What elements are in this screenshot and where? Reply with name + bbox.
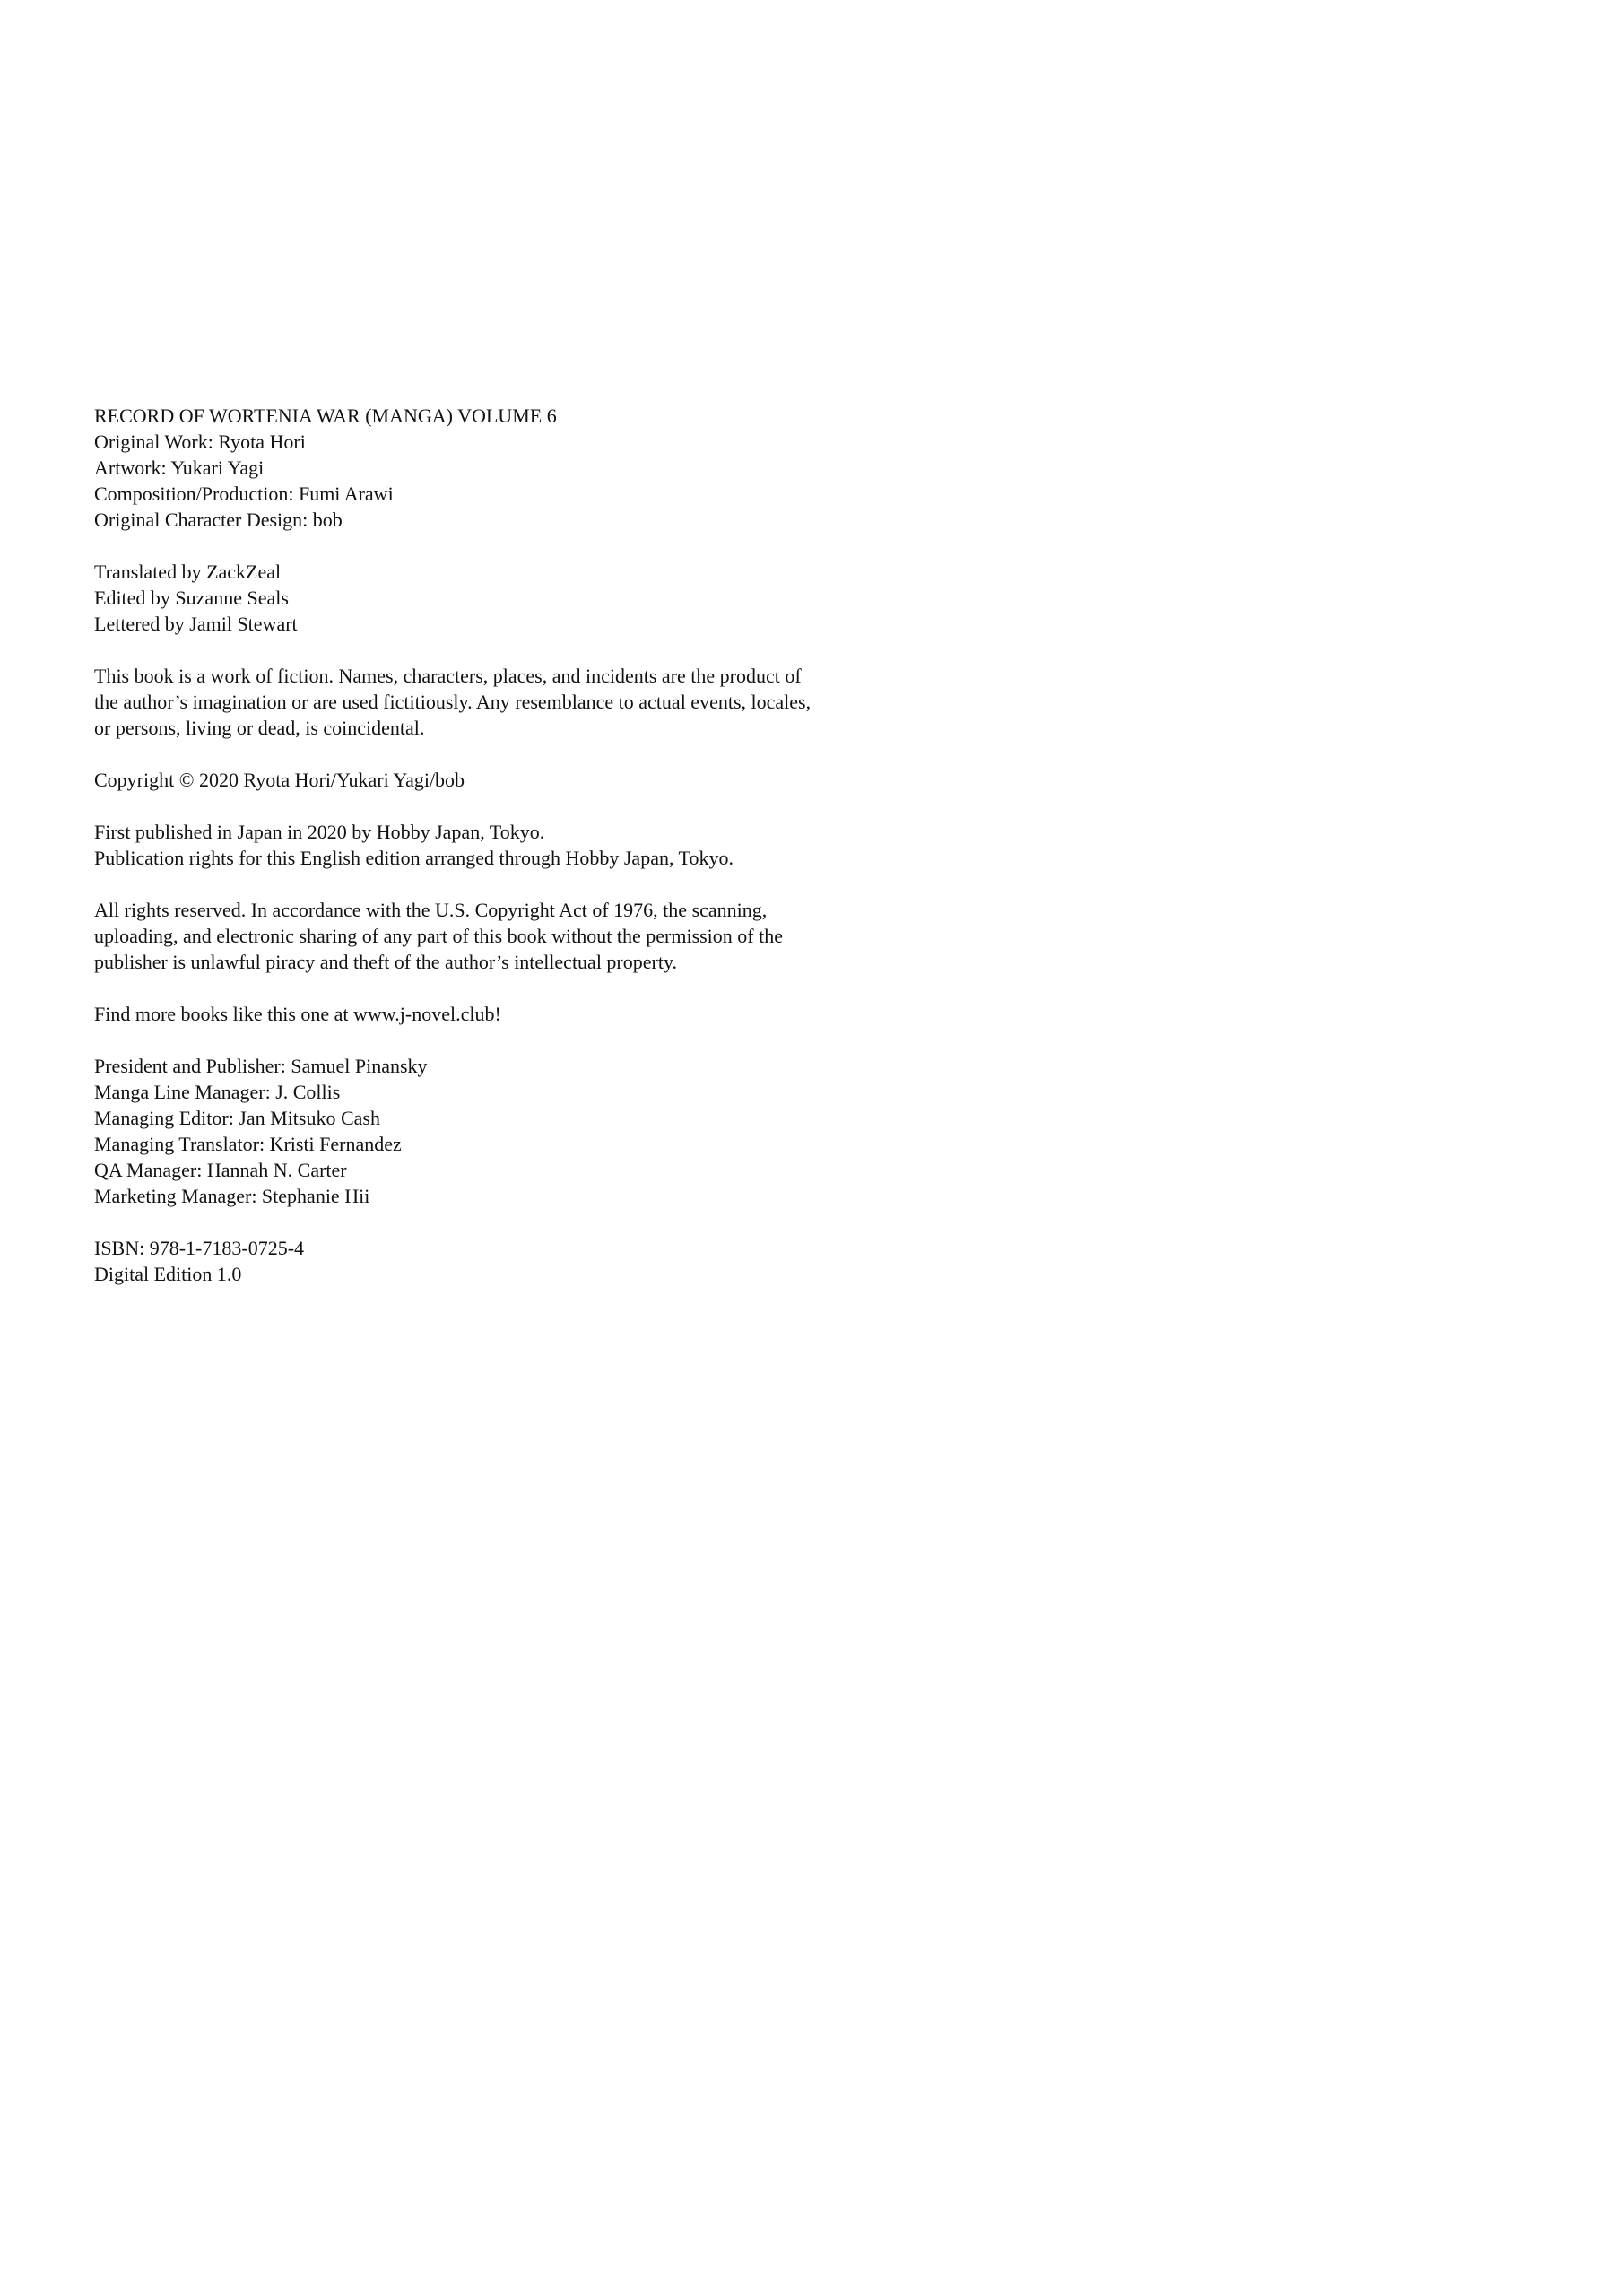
- colophon-text-block: [94, 403, 811, 1287]
- credit-artwork: Artwork: Yukari Yagi: [94, 457, 265, 479]
- credit-translator: Translated by ZackZeal: [94, 561, 282, 583]
- book-title: RECORD OF WORTENIA WAR (MANGA) VOLUME 6: [94, 404, 557, 427]
- fiction-disclaimer-paragraph: [94, 663, 811, 741]
- edition-block: [94, 1235, 811, 1287]
- staff-managing-translator: Managing Translator: Kristi Fernandez: [94, 1133, 402, 1155]
- staff-qa-manager: QA Manager: Hannah N. Carter: [94, 1159, 347, 1181]
- rights-line: All rights reserved. In accordance with the U.S. Copyright Act of 1976, the scanning,: [94, 899, 768, 921]
- credit-character-design: Original Character Design: bob: [94, 509, 343, 531]
- publication-block: [94, 819, 811, 871]
- publication-line: First published in Japan in 2020 by Hobby Japan, Tokyo.: [94, 821, 545, 843]
- staff-president: President and Publisher: Samuel Pinansky: [94, 1055, 428, 1077]
- promo-block: [94, 1001, 811, 1027]
- digital-edition-line: Digital Edition 1.0: [94, 1263, 242, 1285]
- staff-marketing-manager: Marketing Manager: Stephanie Hii: [94, 1185, 370, 1207]
- publisher-staff-block: [94, 1053, 811, 1209]
- rights-line: uploading, and electronic sharing of any part of this book without the permission of the: [94, 925, 784, 947]
- isbn-line: ISBN: 978-1-7183-0725-4: [94, 1237, 305, 1259]
- credits-block: [94, 403, 811, 533]
- publication-line: Publication rights for this English edition arranged through Hobby Japan, Tokyo.: [94, 847, 734, 869]
- disclaimer-line: or persons, living or dead, is coincidental.: [94, 717, 425, 739]
- credit-composition: Composition/Production: Fumi Arawi: [94, 483, 394, 505]
- promo-line: Find more books like this one at www.j-novel.club!: [94, 1003, 501, 1025]
- disclaimer-line: the author’s imagination or are used fictitiously. Any resemblance to actual events, locales,: [94, 691, 812, 713]
- staff-line-manager: Manga Line Manager: J. Collis: [94, 1081, 341, 1103]
- copyright-line: Copyright © 2020 Ryota Hori/Yukari Yagi/bob: [94, 769, 465, 791]
- disclaimer-line: This book is a work of fiction. Names, characters, places, and incidents are the product of: [94, 665, 802, 687]
- localization-staff-block: [94, 559, 811, 637]
- copyright-block: [94, 767, 811, 793]
- credit-editor: Edited by Suzanne Seals: [94, 587, 289, 609]
- staff-managing-editor: Managing Editor: Jan Mitsuko Cash: [94, 1107, 380, 1129]
- credit-letterer: Lettered by Jamil Stewart: [94, 613, 298, 635]
- credit-original-work: Original Work: Ryota Hori: [94, 430, 306, 453]
- rights-line: publisher is unlawful piracy and theft of the author’s intellectual property.: [94, 951, 678, 973]
- rights-paragraph: [94, 897, 811, 975]
